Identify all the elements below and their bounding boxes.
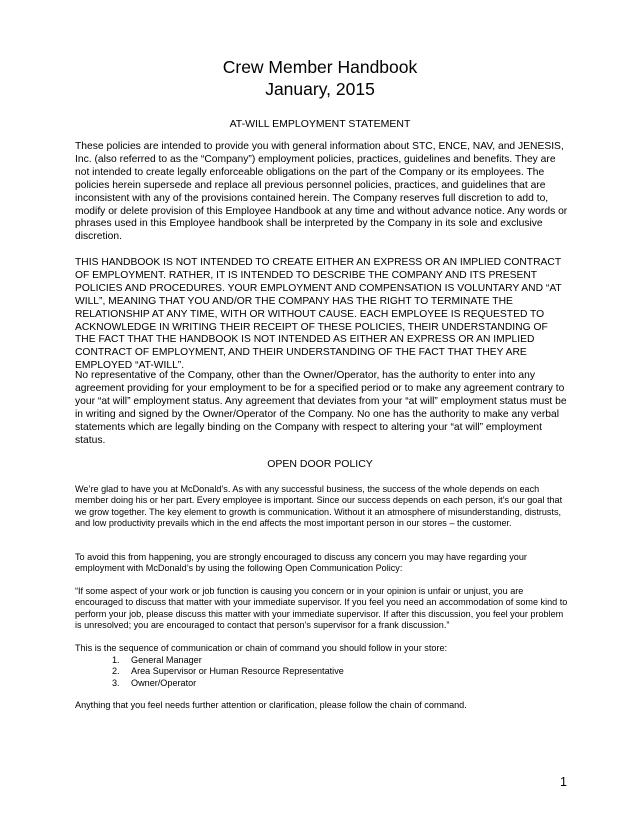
page-date: January, 2015 <box>265 79 375 99</box>
at-will-paragraph-2: THIS HANDBOOK IS NOT INTENDED TO CREATE EITHER AN EXPRESS OR AN IMPLIED CONTRACT OF EMPLOYMENT. RATHER, IT IS INTENDED TO DESCRIBE THE COMPANY AND ITS PRESENT POLICIES AND PROCEDURES. YOUR EMPLOYMENT AND COMPENSATION IS VOLUNTARY AND “AT WILL”, MEANING THAT YOU AND/OR THE COMPANY HAS THE RIGHT TO TERMINATE THE RELATIONSHIP AT ANY TIME, WITH OR WITHOUT CAUSE. EACH EMPLOYEE IS REQUESTED TO ACKNOWLEDGE IN WRITING THEIR RECEIPT OF THESE POLICIES, THEIR UNDERSTANDING OF THE FACT THAT THE HANDBOOK IS NOT INTENDED AS EITHER AN EXPRESS OR AN IMPLIED CONTRACT OF EMPLOYMENT, AND THEIR UNDERSTANDING OF THE FACT THAT THEY ARE EMPLOYED “AT-WILL”. <box>75 257 562 372</box>
sequence-intro: This is the sequence of communication or chain of command you should follow in your store: <box>75 643 448 653</box>
at-will-heading: AT-WILL EMPLOYMENT STATEMENT <box>229 118 411 130</box>
open-door-heading: OPEN DOOR POLICY <box>267 458 373 470</box>
chain-of-command-list <box>112 655 344 689</box>
open-communication-quote: “If some aspect of your work or job function is causing you concern or in your opinion is unfair or unjust, you are encouraged to discuss that matter with your immediate supervisor. If you feel you need an accommodation of some kind to perform your job, please discuss this matter with your immediate supervisor. If after this discussion, you feel your problem is unresolved; you are encouraged to contact that person’s supervisor for a frank discussion.” <box>75 586 568 630</box>
at-will-paragraph-3: No representative of the Company, other than the Owner/Operator, has the authority to enter into any agreement providing for your employment to be for a specified period or to make any agreement contrary to your “at will” employment status. Any agreement that deviates from your “at will” employment status must be in writing and signed by the Owner/Operator of the Company. No one has the authority to make any verbal statements which are legally binding on the Company with respect to altering your “at will” employment status. <box>75 370 567 446</box>
open-door-paragraph-1: We’re glad to have you at McDonald’s. As with any successful business, the success of the whole depends on each member doing his or her part. Every employee is important. Since our success depends on each person, it’s our goal that we grow together. The key element to growth is communication. Without it an atmosphere of misunderstanding, distrusts, and low productivity prevails which in the end affects the most important person in our stores – the customer. <box>75 484 563 528</box>
open-door-paragraph-2: To avoid this from happening, you are strongly encouraged to discuss any concern you may have regarding your employment with McDonald’s by using the following Open Communication Policy: <box>75 552 527 574</box>
at-will-paragraph-1: These policies are intended to provide you with general information about STC, ENCE, NAV, and JENESIS, Inc. (also referred to as the “Company”) employment policies, practices, guidelines and benefits. They are not intended to create legally enforceable obligations on the part of the Company or its employees. The policies herein supersede and replace all previous personnel policies, practices, and guidelines that are inconsistent with any of the provisions contained herein. The Company reserves full discretion to add to, modify or delete provision of this Employee Handbook at any time and without advance notice. Any words or phrases used in this Employee handbook shall be interpreted by the Company in its sole and exclusive discretion. <box>75 141 568 243</box>
page-number: 1 <box>560 775 567 789</box>
list-item: 3. Owner/Operator <box>112 677 197 688</box>
closing-sentence: Anything that you feel needs further attention or clarification, please follow the chain of command. <box>75 700 467 710</box>
list-item: 1. General Manager <box>112 655 202 665</box>
page-title: Crew Member Handbook <box>222 57 418 77</box>
list-item: 2. Area Supervisor or Human Resource Representative <box>112 666 344 677</box>
